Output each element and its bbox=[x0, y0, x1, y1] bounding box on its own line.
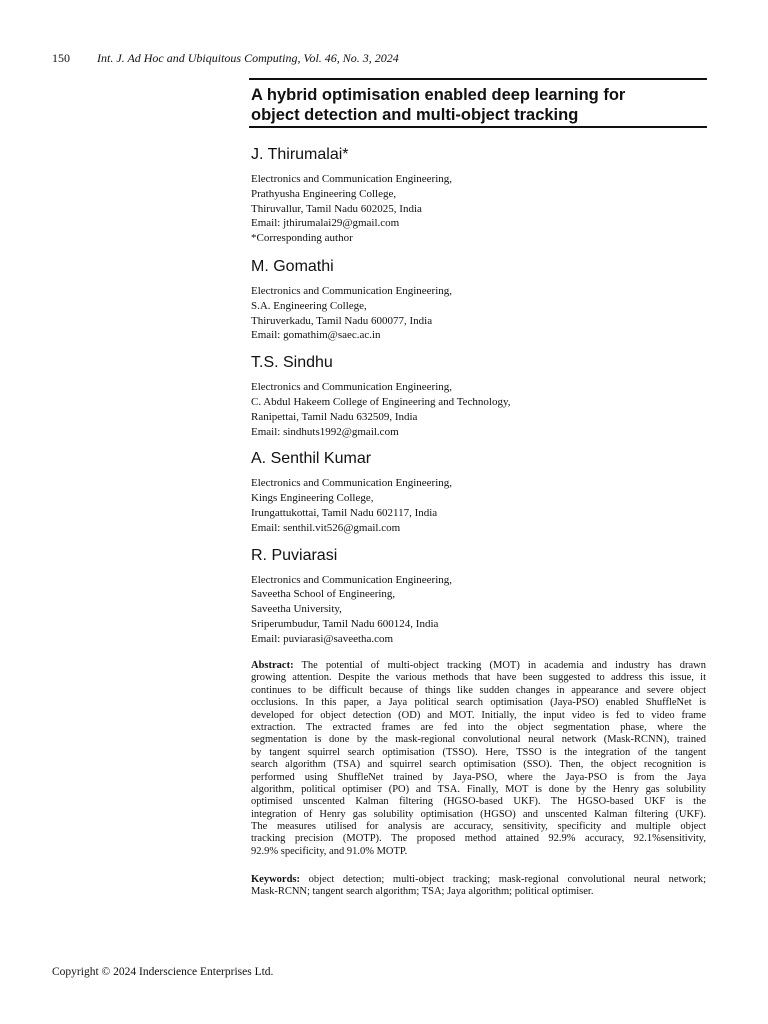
abstract-line: continues to be difficult because of things like sudden changes in appearance and severe object bbox=[251, 684, 706, 696]
affiliation-line: Electronics and Communication Engineering, bbox=[251, 573, 453, 586]
keywords-line: Mask-RCNN; tangent search algorithm; TSA; Jaya algorithm; political optimiser. bbox=[251, 886, 594, 898]
copyright-notice: Copyright © 2024 Inderscience Enterprises Ltd. bbox=[52, 966, 274, 978]
abstract-line: growing attention. Despite the various methods that have been suggested to address this issue, it bbox=[251, 672, 706, 684]
abstract bbox=[251, 660, 706, 858]
author-list bbox=[251, 145, 711, 647]
author-name: R. Puviarasi bbox=[251, 546, 338, 564]
affiliation-line: Kings Engineering College, bbox=[251, 492, 374, 505]
abstract-line: integration of Henry gas solubility optimisation (HGSO) and unscented Kalman filtering (UKF). bbox=[251, 808, 706, 820]
keywords bbox=[251, 874, 706, 899]
paper-title bbox=[249, 78, 707, 128]
affiliation-line: Electronics and Communication Engineering, bbox=[251, 284, 453, 297]
author-name: J. Thirumalai* bbox=[251, 146, 349, 163]
abstract-line: occlusions. In this paper, a Jaya political search optimisation (Jaya-PSO) enabled ShuffleNet is bbox=[251, 697, 706, 709]
author-block bbox=[251, 257, 711, 343]
affiliation-line: Prathyusha Engineering College, bbox=[251, 187, 397, 200]
keywords-label: Keywords: bbox=[251, 874, 300, 885]
affiliation-line: Electronics and Communication Engineering, bbox=[251, 381, 453, 394]
abstract-line: developed for object detection (OD) and MOT. Initially, the input video is fed to video frame bbox=[251, 709, 706, 721]
author-block bbox=[251, 353, 711, 439]
affiliation-line: Irungattukottai, Tamil Nadu 602117, India bbox=[251, 506, 438, 519]
abstract-line: optimised unscented Kalman filtering (HGSO-based UKF). The HGSO-based UKF is the bbox=[251, 796, 706, 808]
abstract-line: segmentation is done by the mask-regional convolutional neural network (Mask-RCNN), trained bbox=[251, 734, 706, 746]
author-email: Email: gomathim@saec.ac.in bbox=[251, 329, 381, 342]
author-affiliation bbox=[251, 172, 711, 246]
abstract-line: algorithm, political optimiser (PO) and TSA. Finally, MOT is done by the Henry gas solubility bbox=[251, 783, 706, 795]
abstract-line: 92.9% specificity, and 91.0% MOTP. bbox=[251, 845, 408, 857]
affiliation-line: Electronics and Communication Engineering, bbox=[251, 477, 453, 490]
affiliation-line: C. Abdul Hakeem College of Engineering and Technology, bbox=[251, 395, 511, 408]
affiliation-line: Ranipettai, Tamil Nadu 632509, India bbox=[251, 410, 418, 423]
affiliation-line: Thiruvallur, Tamil Nadu 602025, India bbox=[251, 202, 422, 215]
abstract-line: The measures utilised for analysis are accuracy, sensitivity, specificity and multiple object bbox=[251, 821, 706, 833]
abstract-line: by tangent squirrel search optimisation (TSSO). Here, TSSO is the integration of the tangent bbox=[251, 746, 706, 758]
author-email: Email: jthirumalai29@gmail.com bbox=[251, 217, 400, 230]
affiliation-line: Saveetha University, bbox=[251, 603, 342, 616]
running-head bbox=[52, 51, 399, 66]
author-affiliation bbox=[251, 476, 711, 535]
author-affiliation bbox=[251, 284, 711, 343]
author-affiliation bbox=[251, 573, 711, 647]
author-name: A. Senthil Kumar bbox=[251, 450, 372, 468]
abstract-line: extraction. The extracted frames are fed into the object segmentation phase, where the bbox=[251, 721, 706, 733]
author-name: T.S. Sindhu bbox=[251, 354, 333, 372]
title-line: A hybrid optimisation enabled deep learning for bbox=[251, 86, 626, 104]
page-number: 150 bbox=[52, 51, 70, 65]
affiliation-line: Sriperumbudur, Tamil Nadu 600124, India bbox=[251, 617, 439, 630]
affiliation-line: Electronics and Communication Engineering, bbox=[251, 173, 453, 185]
keywords-line: object detection; multi-object tracking; mask-regional convolutional neural network; bbox=[300, 874, 706, 885]
affiliation-line: Saveetha School of Engineering, bbox=[251, 588, 396, 601]
corresponding-author-note: *Corresponding author bbox=[251, 232, 353, 245]
author-email: Email: sindhuts1992@gmail.com bbox=[251, 425, 399, 438]
abstract-label: Abstract: bbox=[251, 660, 294, 671]
author-block bbox=[251, 449, 711, 535]
journal-citation: Int. J. Ad Hoc and Ubiquitous Computing, Vol. 46, No. 3, 2024 bbox=[97, 51, 399, 65]
author-block bbox=[251, 145, 711, 246]
abstract-line: The potential of multi-object tracking (MOT) in academia and industry has drawn bbox=[293, 660, 706, 671]
author-block bbox=[251, 546, 711, 647]
abstract-line: performed using ShuffleNet trained by Jaya-PSO, where the Jaya-PSO is from the Jaya bbox=[251, 771, 706, 783]
title-line: object detection and multi-object tracking bbox=[251, 106, 579, 124]
author-name: M. Gomathi bbox=[251, 257, 334, 275]
affiliation-line: S.A. Engineering College, bbox=[251, 299, 367, 312]
author-affiliation bbox=[251, 380, 711, 439]
abstract-line: tracking precision (MOTP). The proposed method attained 92.9% accuracy, 92.1%sensitivity, bbox=[251, 833, 706, 845]
author-email: Email: senthil.vit526@gmail.com bbox=[251, 521, 401, 534]
abstract-line: search algorithm (TSA) and squirrel search optimisation (SSO). Then, the object recognition is bbox=[251, 759, 706, 771]
affiliation-line: Thiruverkadu, Tamil Nadu 600077, India bbox=[251, 314, 433, 327]
author-email: Email: puviarasi@saveetha.com bbox=[251, 632, 394, 645]
